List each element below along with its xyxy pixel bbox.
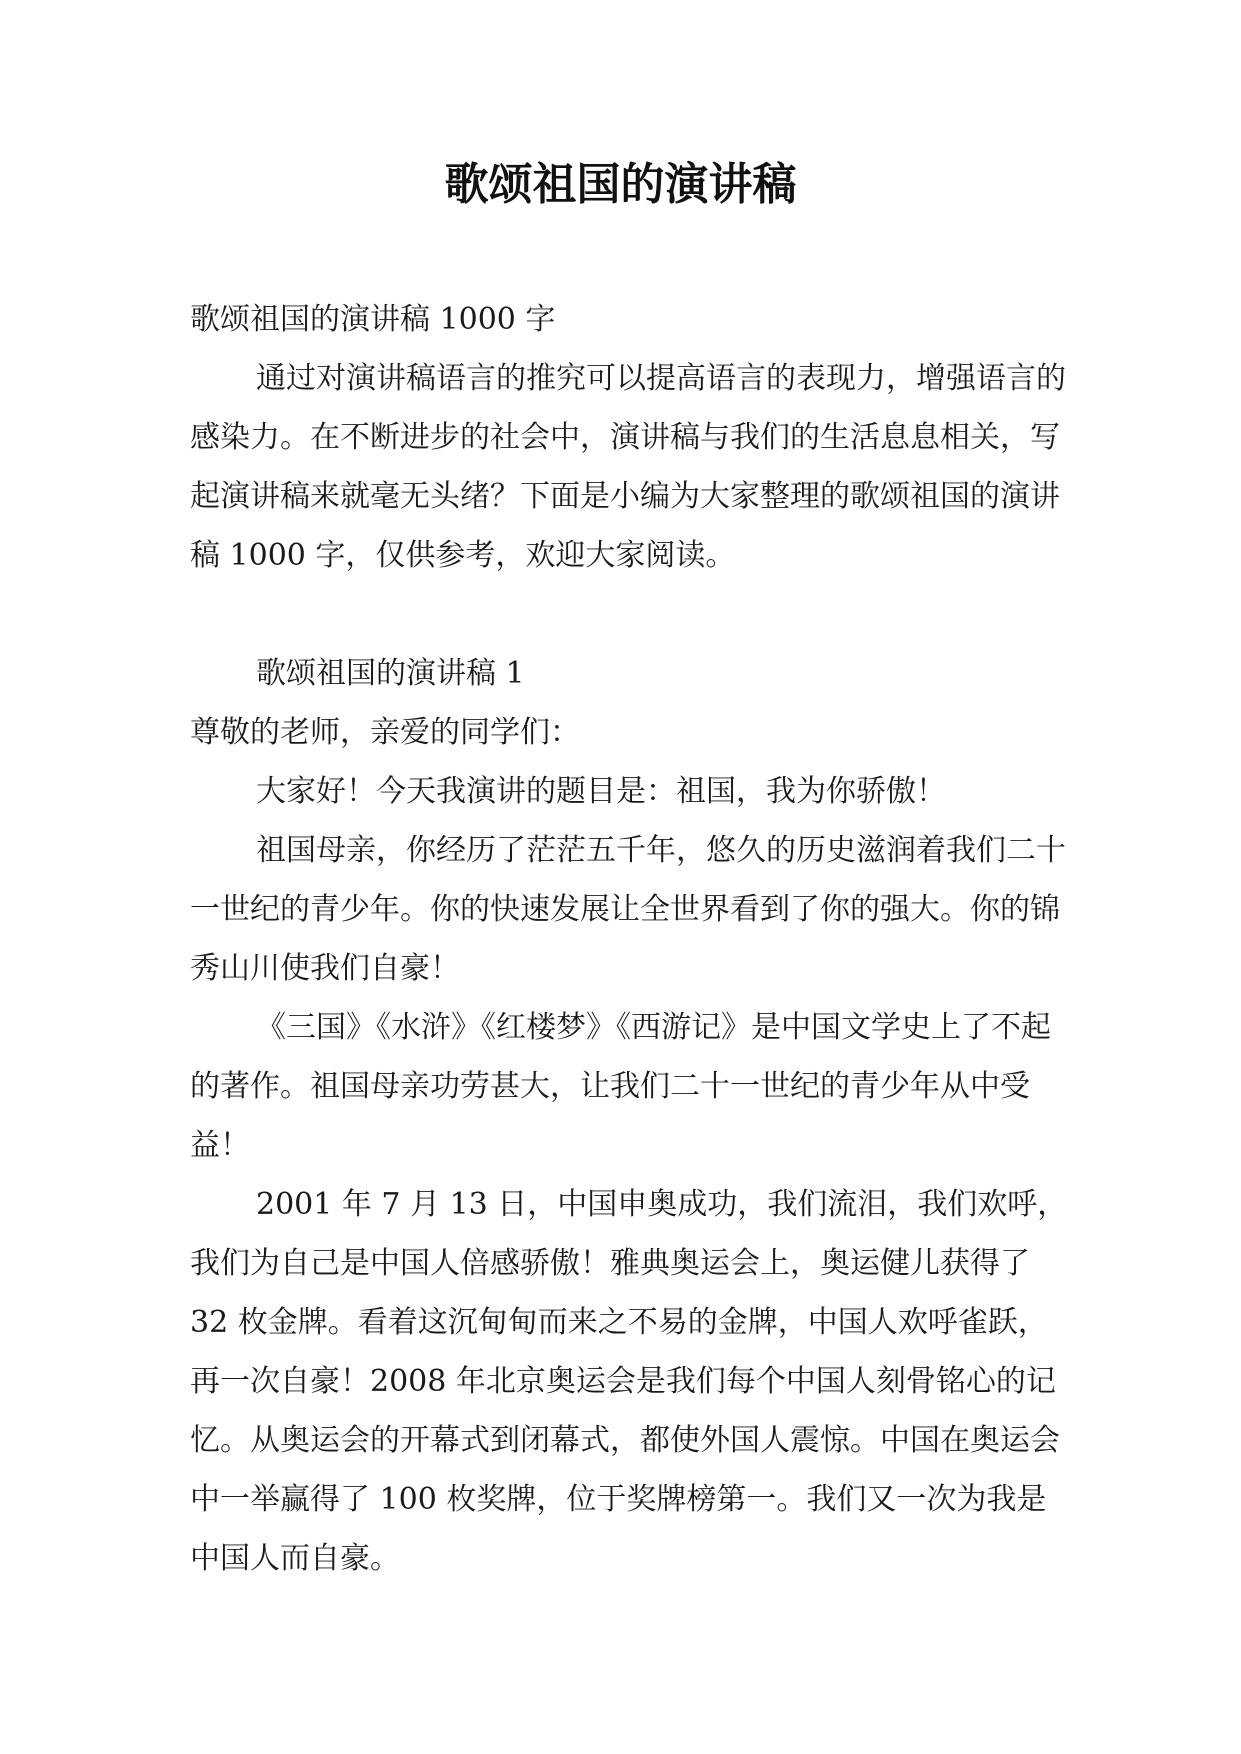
section-heading: 歌颂祖国的演讲稿 1 bbox=[256, 656, 525, 691]
document-body bbox=[190, 290, 1070, 1588]
body-paragraph: 祖国母亲，你经历了茫茫五千年，悠久的历史滋润着我们二十一世纪的青少年。你的快速发展让全世界看到了你的强大。你的锦秀山川使我们自豪！ bbox=[190, 833, 1066, 986]
salutation: 尊敬的老师，亲爱的同学们： bbox=[190, 715, 580, 750]
body-paragraph: 大家好！今天我演讲的题目是：祖国，我为你骄傲！ bbox=[256, 774, 946, 809]
body-paragraph: 2001 年 7 月 13 日，中国申奥成功，我们流泪，我们欢呼，我们为自己是中国人倍感骄傲！雅典奥运会上，奥运健儿获得了 32 枚金牌。看着这沉甸甸而来之不易的金牌，中国人欢呼雀跃，再一次自豪！2008 年北京奥运会是我们每个中国人刻骨铭心的记忆。从奥运会的开幕式到闭幕式，都使外国人震惊。中国在奥运会中一举赢得了 100 枚奖牌，位于奖牌榜第一。我们又一次为我是中国人而自豪。 bbox=[190, 1187, 1068, 1576]
document-subtitle: 歌颂祖国的演讲稿 1000 字 bbox=[190, 302, 556, 337]
body-paragraph: 《三国》《水浒》《红楼梦》《西游记》是中国文学史上了不起的著作。祖国母亲功劳甚大，让我们二十一世纪的青少年从中受益！ bbox=[190, 1010, 1051, 1163]
intro-paragraph: 通过对演讲稿语言的推究可以提高语言的表现力，增强语言的感染力。在不断进步的社会中，演讲稿与我们的生活息息相关，写起演讲稿来就毫无头绪？下面是小编为大家整理的歌颂祖国的演讲稿 1000 字，仅供参考，欢迎大家阅读。 bbox=[190, 361, 1066, 573]
paragraph-spacer bbox=[190, 585, 1070, 644]
document-title: 歌颂祖国的演讲稿 bbox=[444, 159, 797, 210]
